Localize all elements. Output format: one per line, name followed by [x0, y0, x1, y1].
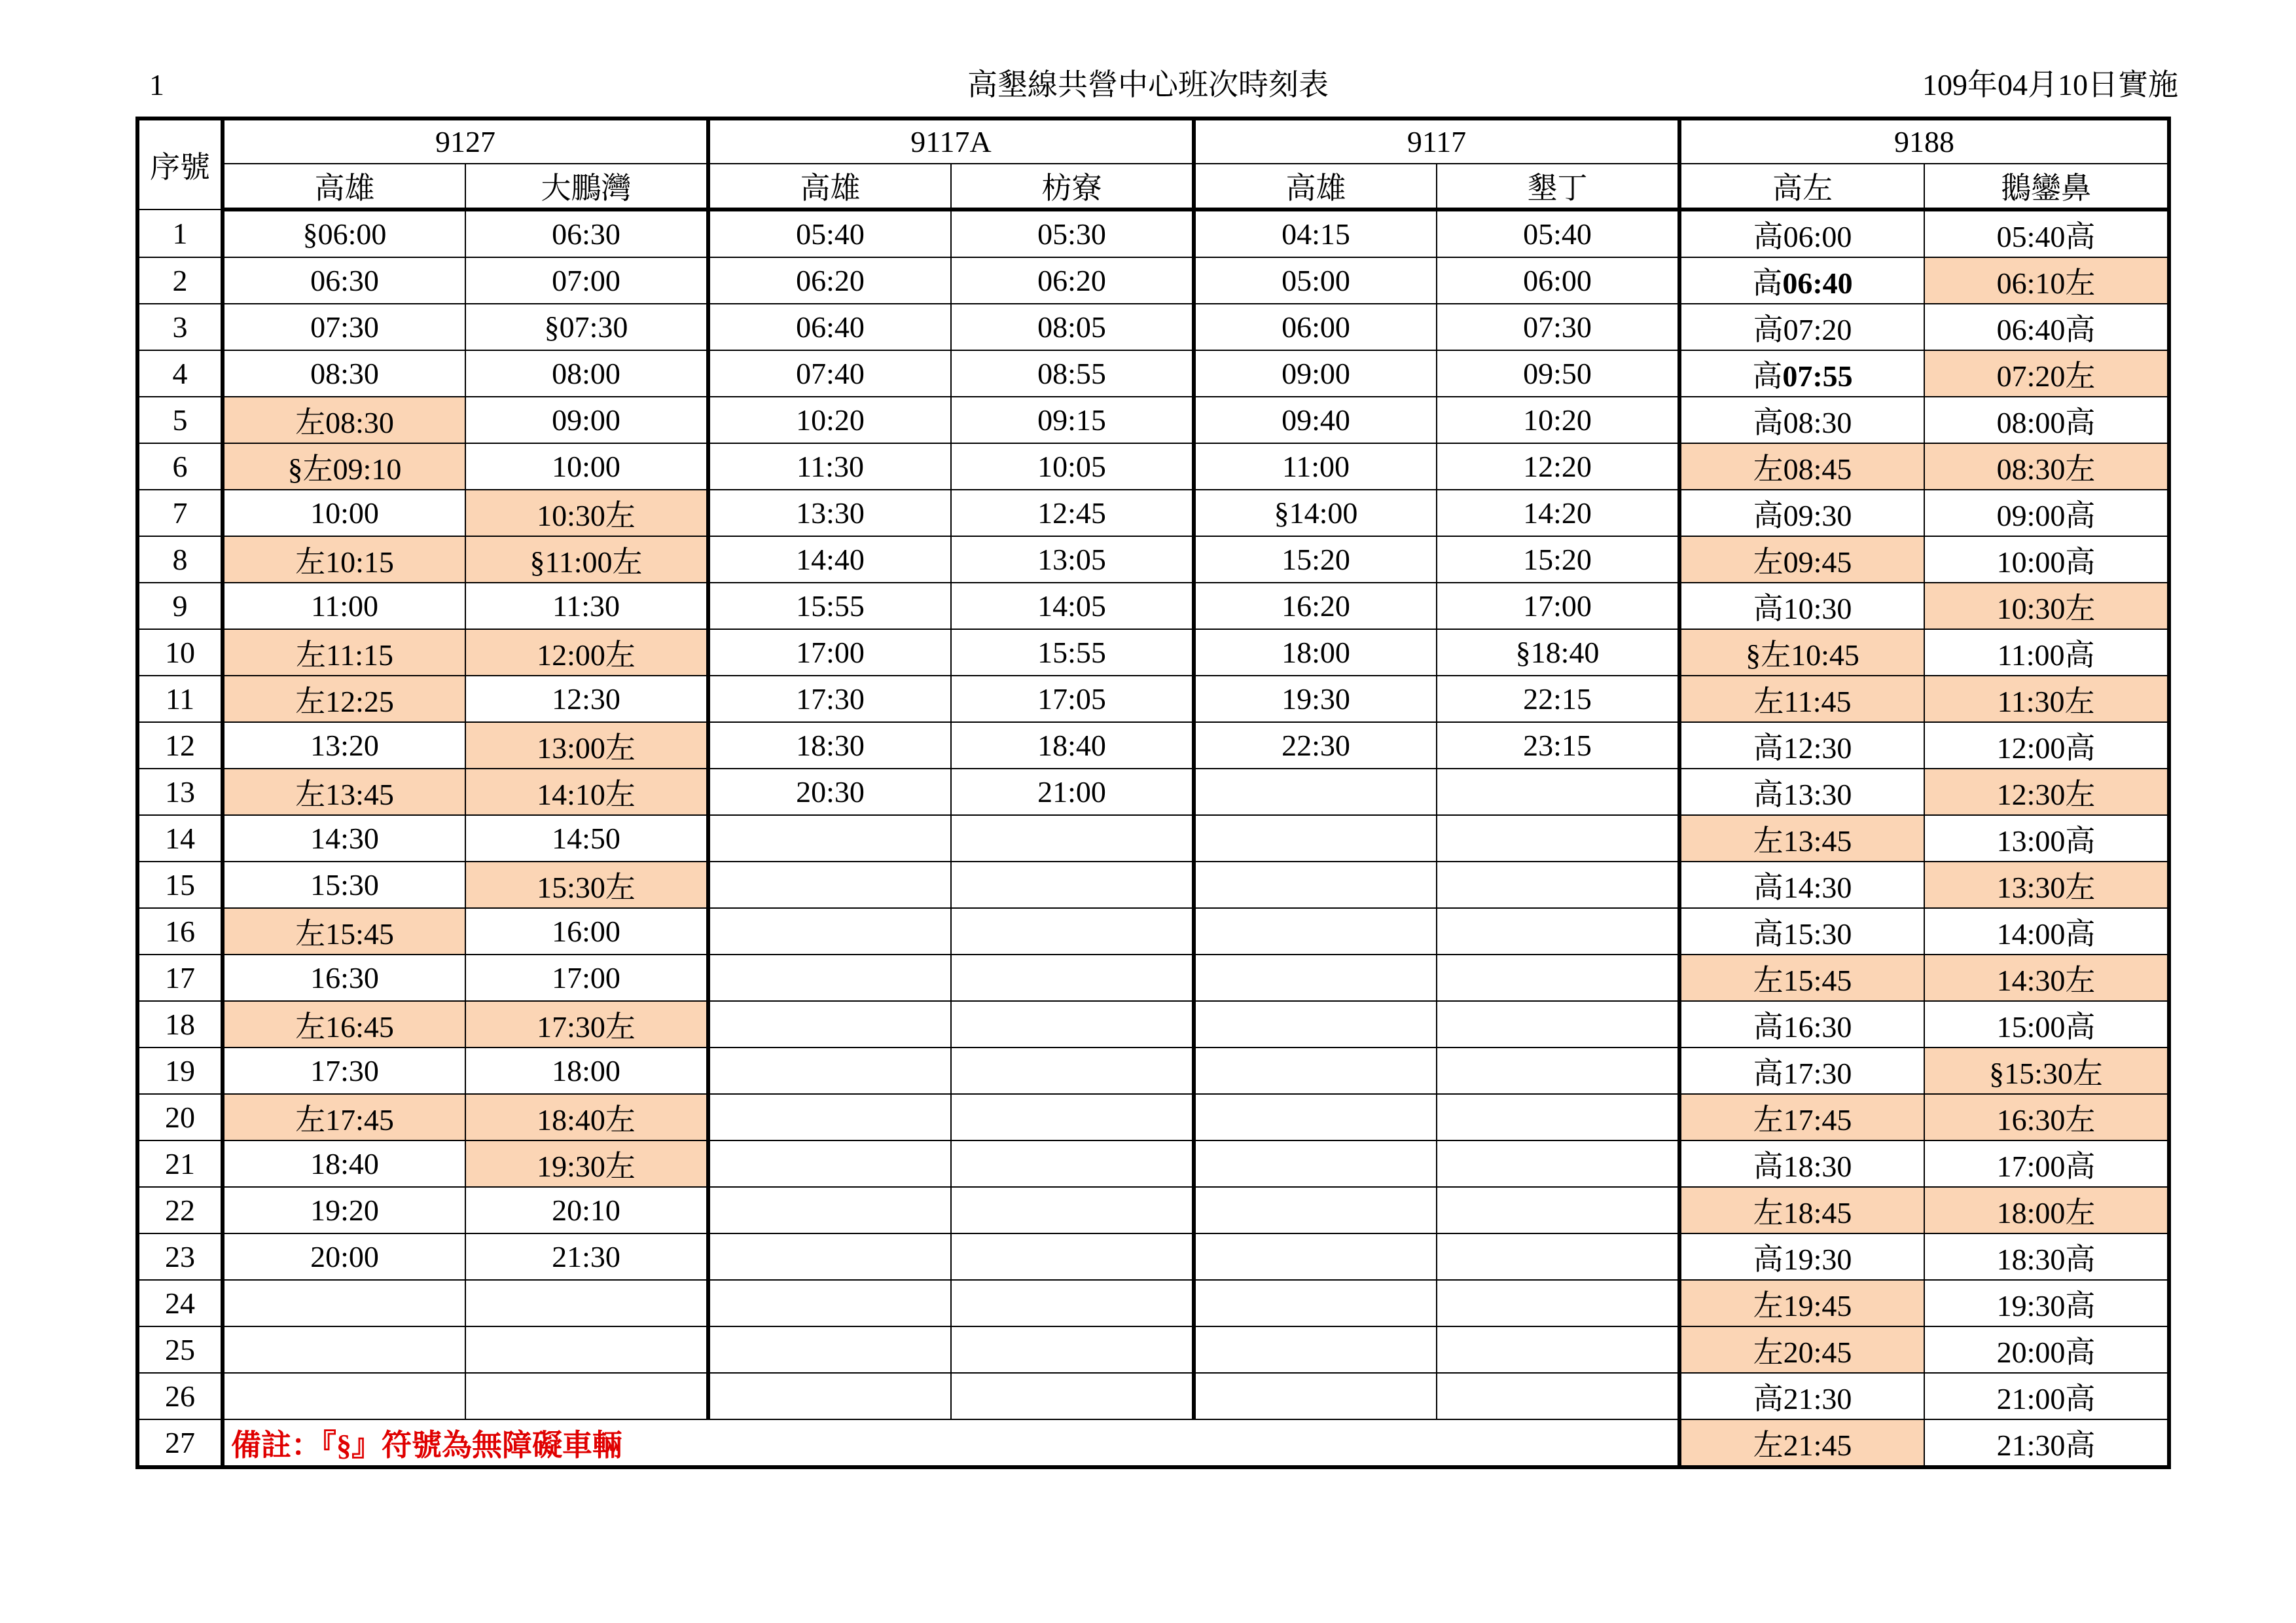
time-cell: 14:10左: [465, 769, 708, 815]
time-cell: [708, 815, 951, 862]
time-cell: 08:30: [223, 350, 465, 397]
time-cell: [708, 862, 951, 908]
time-cell: 17:30: [708, 676, 951, 722]
time-bold: 07:55: [1782, 359, 1853, 393]
stop-header: 高雄: [1194, 164, 1437, 210]
table-row: [137, 1048, 2169, 1094]
time-cell: [1437, 769, 1679, 815]
time-cell: §左10:45: [1679, 629, 1924, 676]
time-cell: 07:20左: [1924, 350, 2169, 397]
time-cell: 09:50: [1437, 350, 1679, 397]
time-cell: 左15:45: [223, 908, 465, 955]
time-cell: 21:00: [951, 769, 1194, 815]
time-cell: 11:00: [1194, 443, 1437, 490]
time-cell: 15:30: [223, 862, 465, 908]
time-cell: [951, 955, 1194, 1001]
stop-header: 高雄: [223, 164, 465, 210]
time-cell: [1437, 1187, 1679, 1233]
time-cell: [708, 1280, 951, 1326]
time-cell: 15:30左: [465, 862, 708, 908]
route-number-9117: 9117: [1194, 119, 1679, 164]
time-cell: [708, 1094, 951, 1140]
time-cell: [465, 1373, 708, 1419]
time-cell: [1194, 769, 1437, 815]
time-cell: 17:30左: [465, 1001, 708, 1048]
time-cell: 14:50: [465, 815, 708, 862]
table-row: [137, 536, 2169, 583]
row-number: 6: [137, 443, 223, 490]
time-cell: 06:30: [223, 257, 465, 304]
time-cell: 高19:30: [1679, 1233, 1924, 1280]
table-row: [137, 1326, 2169, 1373]
time-cell: 08:00高: [1924, 397, 2169, 443]
time-cell: 07:30: [1437, 304, 1679, 350]
time-cell: 19:30左: [465, 1140, 708, 1187]
time-cell: [465, 1280, 708, 1326]
time-cell: 15:55: [708, 583, 951, 629]
time-cell: [223, 1280, 465, 1326]
time-cell: [1194, 862, 1437, 908]
time-cell: [951, 1187, 1194, 1233]
row-number: 5: [137, 397, 223, 443]
table-row: [137, 955, 2169, 1001]
time-cell: 高13:30: [1679, 769, 1924, 815]
time-cell: 17:00: [465, 955, 708, 1001]
time-cell: 左19:45: [1679, 1280, 1924, 1326]
time-cell: 高17:30: [1679, 1048, 1924, 1094]
table-row: [137, 257, 2169, 304]
table-row: [137, 490, 2169, 536]
time-cell: 20:10: [465, 1187, 708, 1233]
time-cell: 06:20: [708, 257, 951, 304]
time-cell: 18:40: [951, 722, 1194, 769]
time-cell: 11:30: [465, 583, 708, 629]
time-cell: [1437, 1048, 1679, 1094]
time-cell: 07:30: [223, 304, 465, 350]
time-cell: §左09:10: [223, 443, 465, 490]
time-cell: 05:40: [708, 210, 951, 257]
time-cell: 左08:30: [223, 397, 465, 443]
time-cell: 09:00: [1194, 350, 1437, 397]
table-row: [137, 350, 2169, 397]
row-number: 18: [137, 1001, 223, 1048]
time-cell: 09:15: [951, 397, 1194, 443]
time-cell: 07:00: [465, 257, 708, 304]
time-cell: [951, 908, 1194, 955]
table-row: [137, 1140, 2169, 1187]
time-cell: 15:20: [1194, 536, 1437, 583]
time-cell: [223, 1326, 465, 1373]
time-cell: 17:05: [951, 676, 1194, 722]
time-cell: 11:30: [708, 443, 951, 490]
stop-header: 高左: [1679, 164, 1924, 210]
time-cell: 09:40: [1194, 397, 1437, 443]
time-cell: 13:30左: [1924, 862, 2169, 908]
time-cell: [708, 955, 951, 1001]
route-number-9127: 9127: [223, 119, 708, 164]
time-cell: [708, 1048, 951, 1094]
table-row: [137, 815, 2169, 862]
time-cell: 左12:25: [223, 676, 465, 722]
time-cell: 18:30: [708, 722, 951, 769]
time-cell: 左10:15: [223, 536, 465, 583]
time-cell: [1194, 1373, 1437, 1419]
time-cell: 06:00: [1194, 304, 1437, 350]
time-cell: 10:00: [223, 490, 465, 536]
time-cell: 左15:45: [1679, 955, 1924, 1001]
time-cell: [1194, 1094, 1437, 1140]
time-cell: [1437, 1233, 1679, 1280]
time-cell: [708, 1187, 951, 1233]
time-cell: [1437, 1001, 1679, 1048]
time-cell: 左08:45: [1679, 443, 1924, 490]
time-cell: 12:00高: [1924, 722, 2169, 769]
stop-header: 墾丁: [1437, 164, 1679, 210]
time-cell: 22:15: [1437, 676, 1679, 722]
table-row: [137, 908, 2169, 955]
time-cell: 16:20: [1194, 583, 1437, 629]
time-cell: 17:00: [1437, 583, 1679, 629]
time-cell: [1194, 1187, 1437, 1233]
time-cell: §15:30左: [1924, 1048, 2169, 1094]
time-cell: [951, 1001, 1194, 1048]
route-number-9188: 9188: [1679, 119, 2169, 164]
row-number: 14: [137, 815, 223, 862]
time-prefix: 高: [1752, 359, 1783, 393]
time-cell: [951, 1280, 1194, 1326]
time-cell: 13:00高: [1924, 815, 2169, 862]
time-cell: 14:05: [951, 583, 1194, 629]
time-cell: 13:05: [951, 536, 1194, 583]
row-number: 2: [137, 257, 223, 304]
row-number: 21: [137, 1140, 223, 1187]
row-number: 13: [137, 769, 223, 815]
row-number: 3: [137, 304, 223, 350]
time-cell: 18:40: [223, 1140, 465, 1187]
time-cell: 高09:30: [1679, 490, 1924, 536]
time-cell: [708, 1373, 951, 1419]
time-cell: 12:30: [465, 676, 708, 722]
timetable: [135, 117, 2171, 1469]
time-cell: 17:00: [708, 629, 951, 676]
stop-header: 枋寮: [951, 164, 1194, 210]
time-cell: [1194, 1048, 1437, 1094]
page-title: 高墾線共營中心班次時刻表: [967, 68, 1329, 101]
time-cell: [1194, 1001, 1437, 1048]
stop-header-row: [137, 164, 2169, 210]
time-cell: 15:55: [951, 629, 1194, 676]
time-cell: 左20:45: [1679, 1326, 1924, 1373]
time-cell: 23:15: [1437, 722, 1679, 769]
time-cell: §14:00: [1194, 490, 1437, 536]
time-cell: 21:30高: [1924, 1419, 2169, 1467]
row-number: 8: [137, 536, 223, 583]
time-cell: 17:00高: [1924, 1140, 2169, 1187]
time-cell: 高12:30: [1679, 722, 1924, 769]
time-cell: [708, 908, 951, 955]
time-cell: 18:00: [1194, 629, 1437, 676]
time-cell: 14:30: [223, 815, 465, 862]
route-number-9117a: 9117A: [708, 119, 1194, 164]
stop-header: 鵝鑾鼻: [1924, 164, 2169, 210]
row-number: 27: [137, 1419, 223, 1467]
time-cell: 05:40: [1437, 210, 1679, 257]
time-cell: 08:55: [951, 350, 1194, 397]
time-cell: 15:20: [1437, 536, 1679, 583]
time-cell: 左09:45: [1679, 536, 1924, 583]
time-cell: 06:40高: [1924, 304, 2169, 350]
row-number: 15: [137, 862, 223, 908]
time-cell: 左13:45: [223, 769, 465, 815]
row-number: 24: [137, 1280, 223, 1326]
time-cell: [1194, 1280, 1437, 1326]
time-cell: 22:30: [1194, 722, 1437, 769]
time-cell: 07:40: [708, 350, 951, 397]
time-cell: 17:30: [223, 1048, 465, 1094]
effective-date: 109年04月10日實施: [1922, 68, 2178, 101]
table-row: [137, 397, 2169, 443]
row-number: 20: [137, 1094, 223, 1140]
row-number: 10: [137, 629, 223, 676]
stop-header: 高雄: [708, 164, 951, 210]
time-cell: [1437, 1280, 1679, 1326]
table-row: [137, 583, 2169, 629]
table-row: [137, 1094, 2169, 1140]
time-cell: 20:30: [708, 769, 951, 815]
time-cell: 左16:45: [223, 1001, 465, 1048]
time-cell: 06:20: [951, 257, 1194, 304]
row-number: 16: [137, 908, 223, 955]
row-number: 17: [137, 955, 223, 1001]
time-cell: 高14:30: [1679, 862, 1924, 908]
time-cell: [951, 1373, 1194, 1419]
time-cell: 08:30左: [1924, 443, 2169, 490]
time-cell: [951, 1326, 1194, 1373]
time-cell: [1679, 350, 1924, 397]
time-cell: 13:20: [223, 722, 465, 769]
time-cell: 06:10左: [1924, 257, 2169, 304]
time-cell: [1437, 815, 1679, 862]
time-cell: 10:20: [1437, 397, 1679, 443]
time-cell: 19:30: [1194, 676, 1437, 722]
time-cell: 09:00高: [1924, 490, 2169, 536]
time-cell: 左11:45: [1679, 676, 1924, 722]
time-cell: 11:00高: [1924, 629, 2169, 676]
time-cell: 左17:45: [1679, 1094, 1924, 1140]
time-cell: 13:00左: [465, 722, 708, 769]
time-cell: [1437, 955, 1679, 1001]
time-cell: 14:40: [708, 536, 951, 583]
time-cell: 18:00: [465, 1048, 708, 1094]
time-cell: 10:30左: [1924, 583, 2169, 629]
time-cell: [951, 862, 1194, 908]
table-row: [137, 304, 2169, 350]
seq-header: 序號: [137, 119, 223, 210]
time-cell: [708, 1233, 951, 1280]
row-number: 23: [137, 1233, 223, 1280]
time-cell: 19:20: [223, 1187, 465, 1233]
time-cell: [1437, 1094, 1679, 1140]
time-cell: 11:00: [223, 583, 465, 629]
time-cell: 左21:45: [1679, 1419, 1924, 1467]
time-cell: 12:45: [951, 490, 1194, 536]
row-number: 22: [137, 1187, 223, 1233]
time-cell: 05:40高: [1924, 210, 2169, 257]
time-cell: [1194, 955, 1437, 1001]
table-row: [137, 629, 2169, 676]
table-row: [137, 722, 2169, 769]
row-number: 19: [137, 1048, 223, 1094]
time-cell: 高06:00: [1679, 210, 1924, 257]
row-number: 7: [137, 490, 223, 536]
time-cell: [1194, 815, 1437, 862]
time-cell: [1437, 862, 1679, 908]
table-row: [137, 862, 2169, 908]
time-cell: 21:00高: [1924, 1373, 2169, 1419]
time-cell: [1437, 1373, 1679, 1419]
time-cell: 14:30左: [1924, 955, 2169, 1001]
time-cell: [708, 1326, 951, 1373]
table-row: [137, 1233, 2169, 1280]
time-cell: 10:30左: [465, 490, 708, 536]
time-cell: 20:00: [223, 1233, 465, 1280]
time-cell: 高16:30: [1679, 1001, 1924, 1048]
time-cell: 19:30高: [1924, 1280, 2169, 1326]
time-cell: 14:00高: [1924, 908, 2169, 955]
time-cell: §18:40: [1437, 629, 1679, 676]
time-cell: 12:00左: [465, 629, 708, 676]
time-cell: [951, 1140, 1194, 1187]
time-cell: 高18:30: [1679, 1140, 1924, 1187]
time-cell: 14:20: [1437, 490, 1679, 536]
row-number: 1: [137, 210, 223, 257]
row-number: 4: [137, 350, 223, 397]
table-row: [137, 443, 2169, 490]
time-cell: 12:20: [1437, 443, 1679, 490]
time-cell: 10:20: [708, 397, 951, 443]
row-number: 11: [137, 676, 223, 722]
time-cell: 05:30: [951, 210, 1194, 257]
time-cell: [465, 1326, 708, 1373]
time-cell: 12:30左: [1924, 769, 2169, 815]
time-cell: [223, 1373, 465, 1419]
time-cell: 10:00: [465, 443, 708, 490]
time-cell: [1194, 908, 1437, 955]
row-number: 25: [137, 1326, 223, 1373]
time-cell: [1437, 1326, 1679, 1373]
time-cell: 左17:45: [223, 1094, 465, 1140]
time-cell: 左13:45: [1679, 815, 1924, 862]
time-cell: 高21:30: [1679, 1373, 1924, 1419]
time-cell: 左18:45: [1679, 1187, 1924, 1233]
time-cell: 16:30: [223, 955, 465, 1001]
time-cell: 高15:30: [1679, 908, 1924, 955]
time-cell: [951, 1094, 1194, 1140]
time-cell: [951, 1048, 1194, 1094]
time-cell: [1194, 1233, 1437, 1280]
time-cell: 18:30高: [1924, 1233, 2169, 1280]
page-number: 1: [149, 68, 164, 101]
time-cell: [708, 1001, 951, 1048]
table-row: [137, 1001, 2169, 1048]
time-cell: 15:00高: [1924, 1001, 2169, 1048]
time-bold: 06:40: [1782, 266, 1853, 300]
time-cell: [951, 815, 1194, 862]
time-cell: 16:30左: [1924, 1094, 2169, 1140]
time-cell: 18:40左: [465, 1094, 708, 1140]
time-cell: 20:00高: [1924, 1326, 2169, 1373]
time-cell: 06:00: [1437, 257, 1679, 304]
time-cell: 09:00: [465, 397, 708, 443]
time-cell: 13:30: [708, 490, 951, 536]
time-cell: §11:00左: [465, 536, 708, 583]
time-cell: 06:30: [465, 210, 708, 257]
time-cell: 05:00: [1194, 257, 1437, 304]
time-cell: 21:30: [465, 1233, 708, 1280]
time-cell: [1194, 1326, 1437, 1373]
time-cell: 11:30左: [1924, 676, 2169, 722]
time-cell: [1437, 1140, 1679, 1187]
row-number: 12: [137, 722, 223, 769]
row-number: 26: [137, 1373, 223, 1419]
time-cell: §06:00: [223, 210, 465, 257]
time-cell: 06:40: [708, 304, 951, 350]
table-row: [137, 769, 2169, 815]
table-row: [137, 676, 2169, 722]
time-cell: 10:05: [951, 443, 1194, 490]
time-cell: §07:30: [465, 304, 708, 350]
time-cell: [951, 1233, 1194, 1280]
stop-header: 大鵬灣: [465, 164, 708, 210]
footnote: 備註：『§』符號為無障礙車輛: [223, 1419, 1679, 1467]
table-row: [137, 1187, 2169, 1233]
time-cell: 高07:20: [1679, 304, 1924, 350]
route-header-row: [137, 119, 2169, 164]
time-cell: 08:05: [951, 304, 1194, 350]
time-cell: [1679, 257, 1924, 304]
time-prefix: 高: [1752, 266, 1783, 300]
time-cell: 04:15: [1194, 210, 1437, 257]
table-row: [137, 1373, 2169, 1419]
time-cell: 10:00高: [1924, 536, 2169, 583]
time-cell: [708, 1140, 951, 1187]
time-cell: 18:00左: [1924, 1187, 2169, 1233]
time-cell: [1437, 908, 1679, 955]
time-cell: 16:00: [465, 908, 708, 955]
table-row: [137, 1419, 2169, 1467]
time-cell: 左11:15: [223, 629, 465, 676]
table-row: [137, 210, 2169, 257]
row-number: 9: [137, 583, 223, 629]
time-cell: 高08:30: [1679, 397, 1924, 443]
time-cell: 08:00: [465, 350, 708, 397]
time-cell: [1194, 1140, 1437, 1187]
time-cell: 高10:30: [1679, 583, 1924, 629]
table-row: [137, 1280, 2169, 1326]
